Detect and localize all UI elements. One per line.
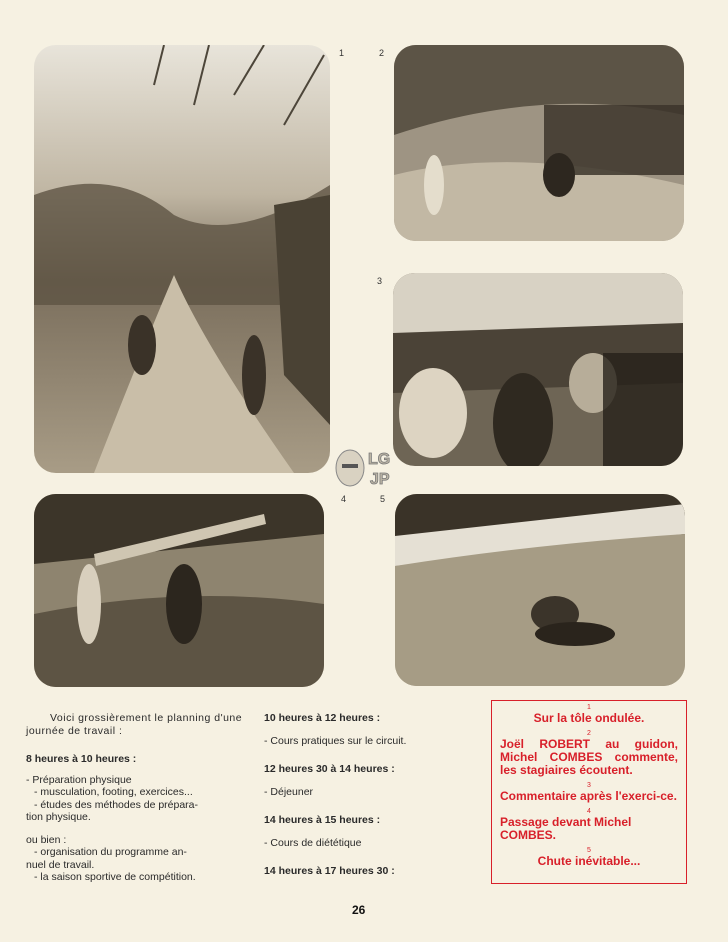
intro-text: Voici grossièrement le planning d'une journée de travail :	[26, 712, 243, 737]
photo-1-washboard-track	[34, 45, 330, 473]
alt-line-3: - la saison sportive de compétition.	[34, 871, 196, 883]
alt-line-1: - organisation du programme an-	[34, 846, 187, 858]
alt-line-2: nuel de travail.	[26, 858, 95, 871]
slot-1-heading: 8 heures à 10 heures :	[26, 753, 137, 765]
alt-heading: ou bien :	[26, 833, 67, 846]
photo-captions-box	[491, 700, 687, 884]
slot-4-heading: 14 heures à 15 heures :	[264, 814, 381, 826]
photo-5-number: 5	[380, 494, 386, 504]
photo-3-number: 3	[377, 276, 383, 286]
photo-1-number: 1	[339, 48, 345, 58]
caption-3: Commentaire après l'exerci-ce.	[500, 789, 677, 803]
svg-text:LG: LG	[368, 451, 391, 468]
caption-5-number: 5	[587, 847, 591, 854]
schedule-middle-column	[264, 712, 484, 878]
photo-5-fall	[395, 494, 685, 686]
slot-1-line-4: tion physique.	[26, 811, 91, 823]
svg-text:JP: JP	[370, 471, 390, 488]
schedule-left-column	[26, 712, 246, 884]
slot-3-heading: 12 heures 30 à 14 heures :	[264, 763, 395, 775]
slot-2-heading: 10 heures à 12 heures :	[264, 712, 381, 724]
photo-2-number: 2	[379, 48, 385, 58]
lg-jp-logo	[332, 444, 396, 490]
page-number: 26	[352, 903, 366, 917]
slot-1-line-2: - musculation, footing, exercices...	[34, 786, 193, 798]
caption-4-number: 4	[587, 808, 591, 815]
caption-3-number: 3	[587, 782, 591, 789]
caption-1-number: 1	[587, 704, 591, 711]
slot-1-line-1: - Préparation physique	[26, 773, 132, 786]
caption-4: Passage devant Michel COMBES.	[500, 815, 632, 842]
slot-1-line-3: - études des méthodes de prépara-	[34, 798, 199, 811]
photo-4-passing-combes	[34, 494, 324, 687]
caption-1: Sur la tôle ondulée.	[533, 711, 645, 725]
photo-4-number: 4	[341, 494, 347, 504]
slot-2-text: - Cours pratiques sur le circuit.	[264, 734, 407, 747]
caption-2: Joël ROBERT au guidon, Michel COMBES commente, les stagiaires écoutent.	[500, 737, 678, 777]
caption-5: Chute inévitable...	[537, 854, 641, 868]
slot-5-heading: 14 heures à 17 heures 30 :	[264, 865, 395, 877]
slot-4-text: - Cours de diététique	[264, 836, 362, 849]
photo-3-commentary	[393, 273, 683, 466]
caption-2-number: 2	[587, 730, 591, 737]
photo-2-rider-and-trainees	[394, 45, 684, 241]
slot-3-text: - Déjeuner	[264, 785, 314, 798]
